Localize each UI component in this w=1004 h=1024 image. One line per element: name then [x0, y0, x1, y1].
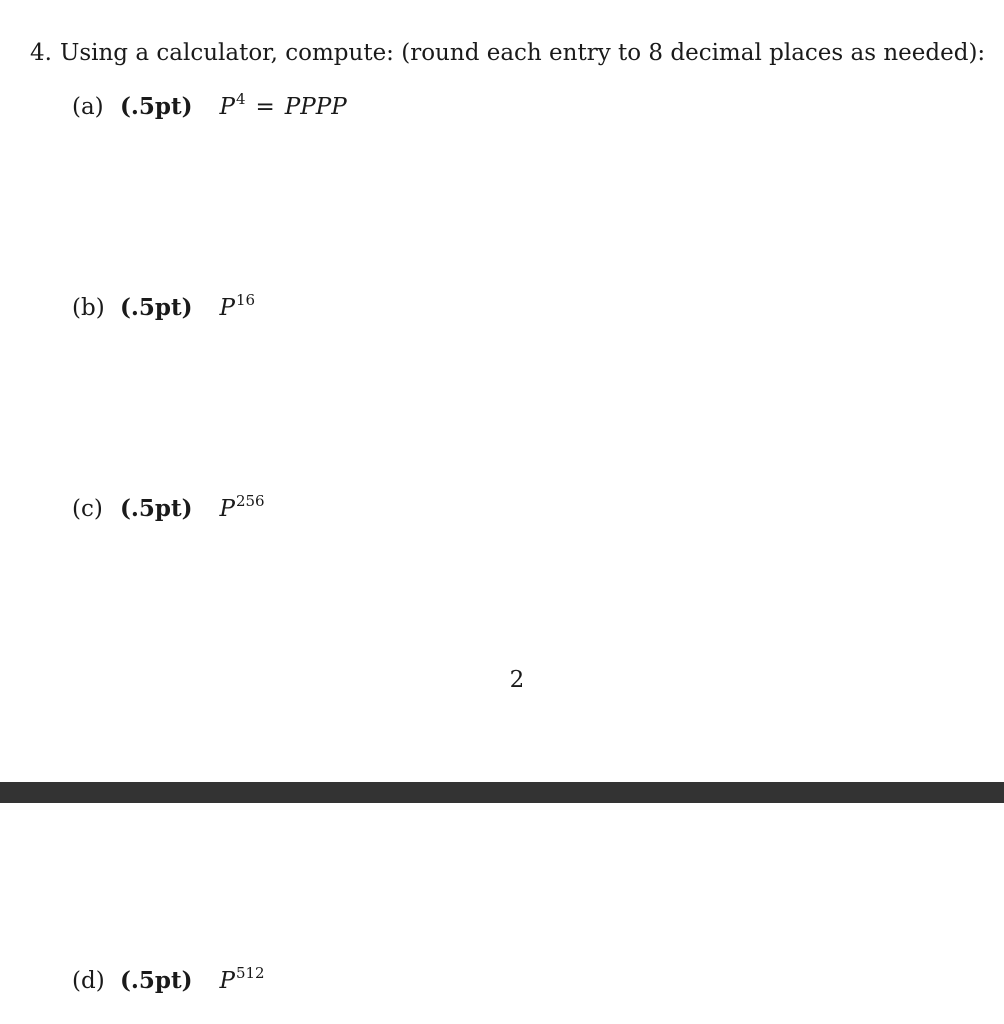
expansion: PPPP	[284, 94, 347, 120]
matrix-base: P	[219, 94, 235, 120]
part-points: (.5pt)	[120, 294, 193, 321]
exponent: 4	[235, 90, 246, 108]
part-label: (b)	[72, 295, 105, 321]
exponent: 256	[235, 492, 265, 510]
part-c	[72, 492, 265, 526]
equals-sign: =	[255, 94, 275, 120]
part-a	[72, 90, 347, 124]
page-separator	[0, 782, 1004, 803]
part-label: (d)	[72, 968, 105, 994]
exponent: 512	[235, 964, 265, 982]
math-expression	[219, 964, 264, 998]
question-4	[30, 36, 985, 70]
part-points: (.5pt)	[120, 93, 193, 120]
math-expression	[219, 90, 346, 124]
part-d	[72, 964, 265, 998]
part-points: (.5pt)	[120, 495, 193, 522]
part-b	[72, 291, 255, 325]
matrix-base: P	[219, 496, 235, 522]
document-page-3	[0, 803, 1004, 1024]
part-points: (.5pt)	[120, 967, 193, 994]
math-expression	[219, 291, 255, 325]
page-number: 2	[509, 667, 525, 693]
part-label: (a)	[72, 94, 104, 120]
matrix-base: P	[219, 968, 235, 994]
part-label: (c)	[72, 496, 103, 522]
matrix-base: P	[219, 295, 235, 321]
exponent: 16	[235, 291, 256, 309]
math-expression	[219, 492, 264, 526]
question-number: 4.	[30, 40, 52, 66]
question-text: Using a calculator, compute: (round each entry to 8 decimal places as needed):	[59, 40, 986, 66]
